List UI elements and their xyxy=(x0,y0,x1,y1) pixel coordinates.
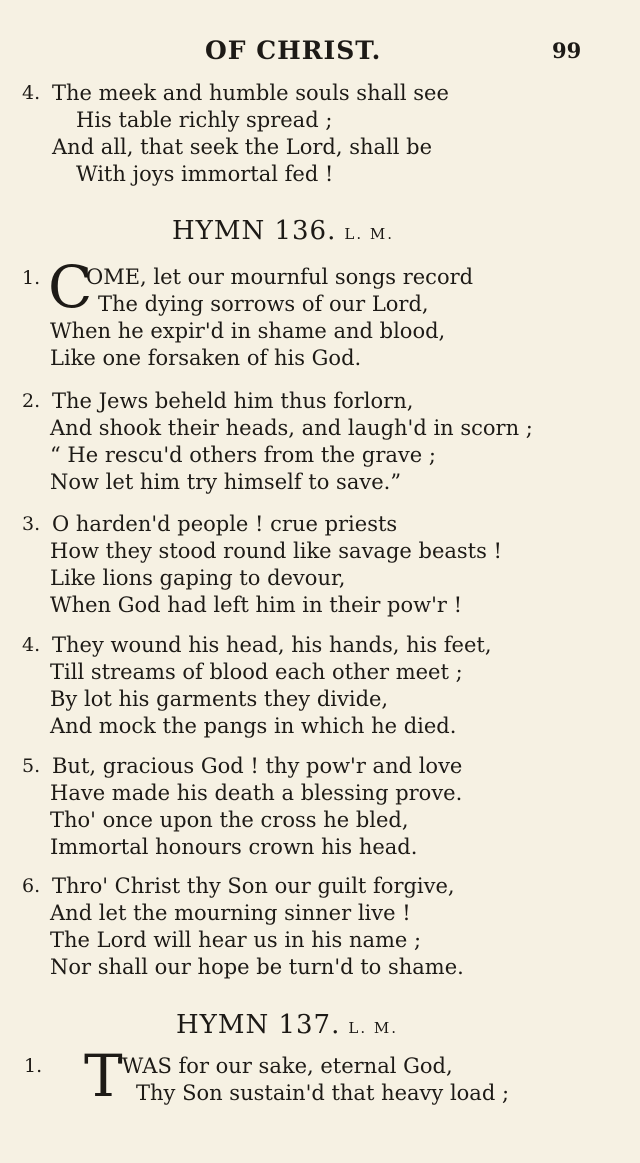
verse-line: The meek and humble souls shall see xyxy=(52,81,449,105)
stanza-number: 3. xyxy=(22,513,41,535)
verse-line: Nor shall our hope be turn'd to shame. xyxy=(50,955,464,979)
verse-line: Like one forsaken of his God. xyxy=(50,346,362,370)
verse-line: “ He rescu'd others from the grave ; xyxy=(50,443,436,467)
verse-line: Like lions gaping to devour, xyxy=(50,566,346,590)
verse-line: How they stood round like savage beasts ! xyxy=(50,539,502,563)
verse-line: Till streams of blood each other meet ; xyxy=(50,660,463,684)
drop-cap: C xyxy=(48,253,93,321)
verse-line: Now let him try himself to save.” xyxy=(50,470,402,494)
verse-line: And shook their heads, and laugh'd in scorn ; xyxy=(50,416,533,440)
hymn-meter: L. M. xyxy=(344,225,394,243)
running-head xyxy=(0,36,640,66)
verse-line: Thy Son sustain'd that heavy load ; xyxy=(136,1081,510,1105)
verse-line: But, gracious God ! thy pow'r and love xyxy=(52,754,463,778)
verse-line: His table richly spread ; xyxy=(76,108,333,132)
verse-line: Tho' once upon the cross he bled, xyxy=(50,808,409,832)
verse-line: With joys immortal fed ! xyxy=(76,162,334,186)
verse-line: O harden'd people ! crue priests xyxy=(52,512,398,536)
verse-line: By lot his garments they divide, xyxy=(50,687,389,711)
verse-line: OME, let our mournful songs record xyxy=(86,265,474,289)
verse-line: The dying sorrows of our Lord, xyxy=(98,292,429,316)
stanza-number: 1. xyxy=(22,267,41,289)
verse-line: 'WAS for our sake, eternal God, xyxy=(116,1054,453,1078)
page-number: 99 xyxy=(552,38,582,63)
hymn-137-heading xyxy=(176,1010,398,1040)
running-head-title: OF CHRIST. xyxy=(205,36,382,65)
verse-line: Immortal honours crown his head. xyxy=(50,835,418,859)
hymn-meter: L. M. xyxy=(348,1019,398,1037)
hymn-title: HYMN 137. xyxy=(176,1010,341,1040)
stanza-number: 5. xyxy=(22,755,41,777)
stanza-number: 4. xyxy=(22,82,41,104)
verse-line: And all, that seek the Lord, shall be xyxy=(52,135,433,159)
verse-line: And mock the pangs in which he died. xyxy=(50,714,457,738)
verse-line: When he expir'd in shame and blood, xyxy=(50,319,446,343)
verse-line: And let the mourning sinner live ! xyxy=(50,901,411,925)
stanza-number: 2. xyxy=(22,390,41,412)
drop-cap: T xyxy=(84,1042,123,1110)
verse-line: They wound his head, his hands, his feet, xyxy=(52,633,492,657)
verse-line: The Jews beheld him thus forlorn, xyxy=(52,389,414,413)
stanza-number: 6. xyxy=(22,875,41,897)
verse-line: Thro' Christ thy Son our guilt forgive, xyxy=(52,874,455,898)
verse-line: When God had left him in their pow'r ! xyxy=(50,593,463,617)
stanza-number: 4. xyxy=(22,634,41,656)
verse-line: Have made his death a blessing prove. xyxy=(50,781,463,805)
hymn-title: HYMN 136. xyxy=(172,216,337,246)
hymn-136-heading xyxy=(172,216,394,246)
verse-line: The Lord will hear us in his name ; xyxy=(50,928,422,952)
stanza-number: 1. xyxy=(24,1055,43,1077)
